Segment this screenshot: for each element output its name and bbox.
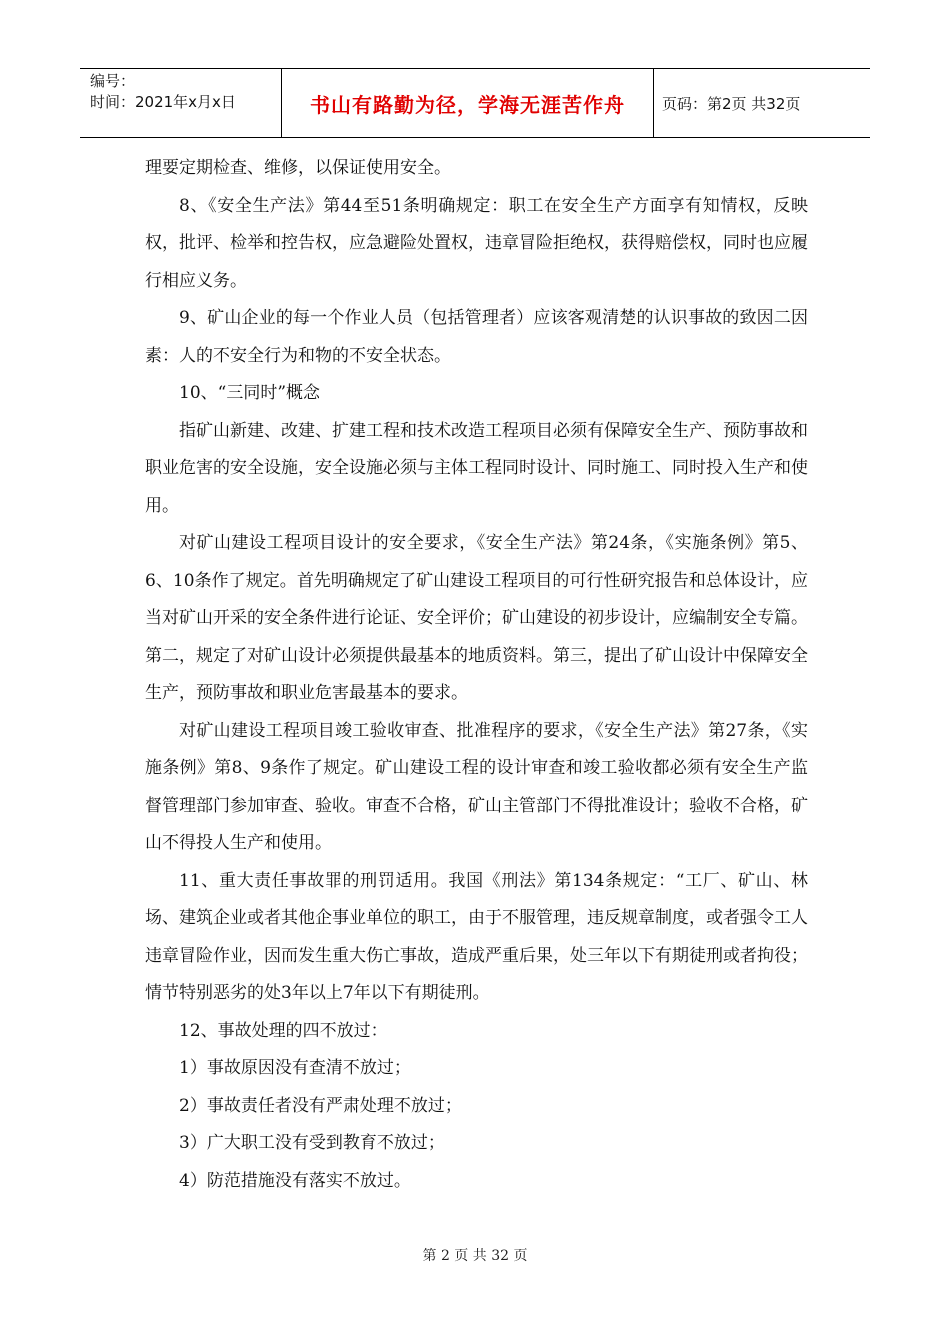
- paragraph: 8、《安全生产法》第44至51条明确规定：职工在安全生产方面享有知情权，反映权，批评、检举和控告权，应急避险处置权，违章冒险拒绝权，获得赔偿权，同时也应履行相应义务。: [145, 195, 808, 291]
- list-item: 3）广大职工没有受到教育不放过；: [179, 1133, 445, 1153]
- list-item: 2）事故责任者没有严肃处理不放过；: [179, 1095, 462, 1116]
- list-heading: 12、事故处理的四不放过：: [179, 1020, 388, 1041]
- paragraph: 11、重大责任事故罪的刑罚适用。我国《刑法》第134条规定：“工厂、矿山、林场、建筑企业或者其他企事业单位的职工，由于不服管理，违反规章制度，或者强令工人违章冒险作业，因而发生重大伤亡事故，造成严重后果，处三年以下有期徒刑或者拘役；情节特别恶劣的处3年以上7年以下有期徒刑。: [145, 870, 808, 1003]
- section-heading: 10、“三同时”概念: [179, 383, 321, 403]
- list-item: 4）防范措施没有落实不放过。: [179, 1170, 411, 1191]
- list-item: 1）事故原因没有查清不放过；: [179, 1058, 411, 1078]
- paragraph: 对矿山建设工程项目竣工验收审查、批准程序的要求，《安全生产法》第27条，《实施条例》第8、9条作了规定。矿山建设工程的设计审查和竣工验收都必须有安全生产监督管理部门参加审查、验收。审查不合格，矿山主管部门不得批准设计；验收不合格，矿山不得投人生产和使用。: [145, 720, 808, 853]
- paragraph: 对矿山建设工程项目设计的安全要求，《安全生产法》第24条，《实施条例》第5、6、10条作了规定。首先明确规定了矿山建设工程项目的可行性研究报告和总体设计，应当对矿山开采的安全条件进行论证、安全评价；矿山建设的初步设计，应编制安全专篇。第二，规定了对矿山设计必须提供最基本的地质资料。第三，提出了矿山设计中保障安全生产，预防事故和职业危害最基本的要求。: [145, 533, 808, 703]
- page-header: [80, 68, 870, 138]
- paragraph: 9、矿山企业的每一个作业人员（包括管理者）应该客观清楚的认识事故的致因二因素：人的不安全行为和物的不安全状态。: [145, 308, 808, 366]
- paragraph: 理要定期检查、维修，以保证使用安全。: [145, 158, 451, 178]
- header-page-number: 页码：第2页 共32页: [662, 94, 801, 113]
- paragraph: 指矿山新建、改建、扩建工程和技术改造工程项目必须有保障安全生产、预防事故和职业危害的安全设施，安全设施必须与主体工程同时设计、同时施工、同时投入生产和使用。: [145, 420, 808, 516]
- header-meta: [80, 69, 282, 137]
- header-motto: 书山有路勤为径，学海无涯苦作舟: [282, 69, 654, 137]
- document-number-label: 编号：: [90, 72, 136, 90]
- document-body: [145, 150, 808, 1200]
- document-time-label: 时间：2021年x月x日: [90, 93, 236, 111]
- page-footer: 第 2 页 共 32 页: [422, 1248, 528, 1264]
